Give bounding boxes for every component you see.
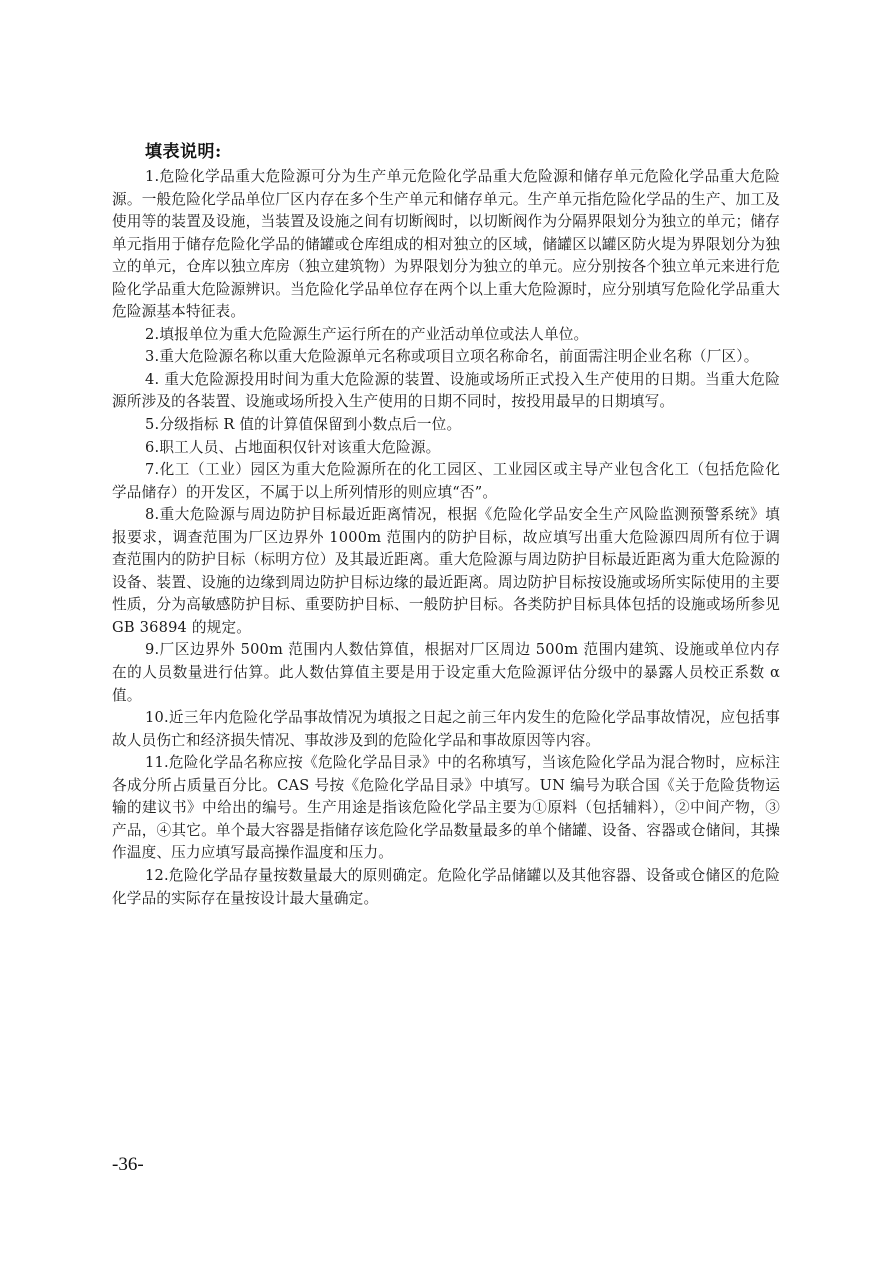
instruction-item-5: 5.分级指标 R 值的计算值保留到小数点后一位。 bbox=[145, 416, 462, 434]
instruction-item-1: 1.危险化学品重大危险源可分为生产单元危险化学品重大危险源和储存单元危险化学品重大危险源。一般危险化学品单位厂区内存在多个生产单元和储存单元。生产单元指危险化学品的生产、加工及使用等的装置及设施，当装置及设施之间有切断阀时，以切断阀作为分隔界限划分为独立的单元；储存单元指用于储存危险化学品的储罐或仓库组成的相对独立的区域，储罐区以罐区防火堤为界限划分为独立的单元，仓库以独立库房（独立建筑物）为界限划分为独立的单元。应分别按各个独立单元来进行危险化学品重大危险源辨识。当危险化学品单位存在两个以上重大危险源时，应分别填写危险化学品重大危险源基本特征表。 bbox=[112, 168, 780, 321]
instruction-item-10: 10.近三年内危险化学品事故情况为填报之日起之前三年内发生的危险化学品事故情况，应包括事故人员伤亡和经济损失情况、事故涉及到的危险化学品和事故原因等内容。 bbox=[112, 709, 780, 749]
instruction-item-12: 12.危险化学品存量按数量最大的原则确定。危险化学品储罐以及其他容器、设备或仓储区的危险化学品的实际存在量按设计最大量确定。 bbox=[112, 866, 780, 907]
instruction-item-2: 2.填报单位为重大危险源生产运行所在的产业活动单位或法人单位。 bbox=[145, 325, 589, 343]
instruction-item-7: 7.化工（工业）园区为重大危险源所在的化工园区、工业园区或主导产业包含化工（包括危险化学品储存）的开发区，不属于以上所列情形的则应填“否”。 bbox=[112, 461, 780, 501]
page-number: -36- bbox=[112, 1154, 144, 1175]
instruction-item-3: 3.重大危险源名称以重大危险源单元名称或项目立项名称命名，前面需注明企业名称（厂区）。 bbox=[145, 348, 759, 366]
instruction-item-9: 9.厂区边界外 500m 范围内人数估算值，根据对厂区周边 500m 范围内建筑、设施或单位内存在的人员数量进行估算。此人数估算值主要是用于设定重大危险源评估分级中的暴露人员校正系数 α 值。 bbox=[112, 641, 780, 704]
instructions-heading: 填表说明: bbox=[145, 142, 222, 162]
instruction-item-4: 4. 重大危险源投用时间为重大危险源的装置、设施或场所正式投入生产使用的日期。当重大危险源所涉及的各装置、设施或场所投入生产使用的日期不同时，按投用最早的日期填写。 bbox=[112, 370, 780, 411]
instruction-item-6: 6.职工人员、占地面积仅针对该重大危险源。 bbox=[145, 438, 441, 456]
instructions-section bbox=[112, 141, 780, 910]
instruction-item-11: 11.危险化学品名称应按《危险化学品目录》中的名称填写，当该危险化学品为混合物时，应标注各成分所占质量百分比。CAS 号按《危险化学品目录》中填写。UN 编号为联合国《关于危险货物运输的建议书》中给出的编号。生产用途是指该危险化学品主要为①原料（包括辅料），②中间产物，③产品，④其它。单个最大容器是指储存该危险化学品数量最多的单个储罐、设备、容器或仓储间，其操作温度、压力应填写最高操作温度和压力。 bbox=[112, 754, 780, 862]
instruction-item-8: 8.重大危险源与周边防护目标最近距离情况，根据《危险化学品安全生产风险监测预警系统》填报要求，调查范围为厂区边界外 1000m 范围内的防护目标，故应填写出重大危险源四周所有位于调查范围内的防护目标（标明方位）及其最近距离。重大危险源与周边防护目标最近距离为重大危险源的设备、装置、设施的边缘到周边防护目标边缘的最近距离。周边防护目标按设施或场所实际使用的主要性质，分为高敏感防护目标、重要防护目标、一般防护目标。各类防护目标具体包括的设施或场所参见 GB 36894 的规定。 bbox=[112, 506, 780, 636]
